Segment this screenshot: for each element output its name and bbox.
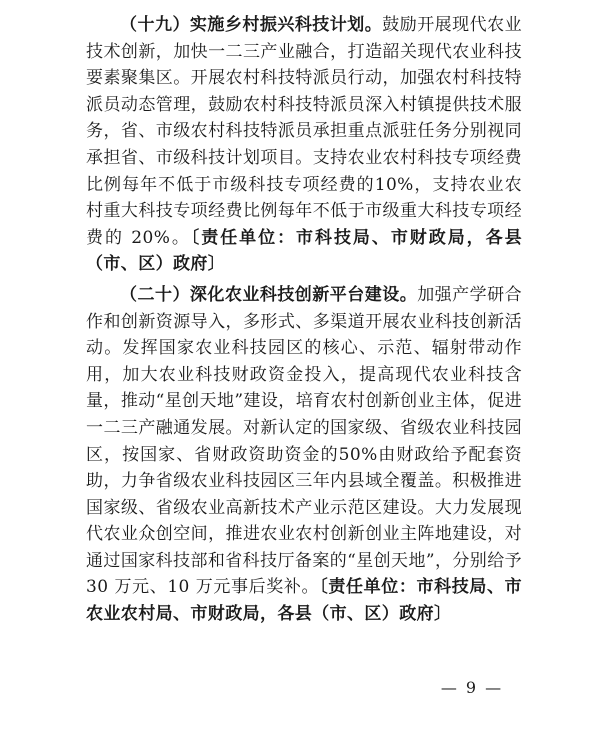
page-number: — 9 — (440, 678, 504, 697)
section-body: 鼓励开展现代农业技术创新，加快一二三产业融合，打造韶关现代农业科技要素聚集区。开展农村科技特派员行动，加强农村科技特派员动态管理，鼓励农村科技特派员深入村镇提供技术服务，省、市级农村科技特派员承担重点派驻任务分别视同承担省、市级科技计划项目。支持农业农村科技专项经费比例每年不低于市级科技专项经费的10%，支持农业农村重大科技专项经费比例每年不低于市级重大科技专项经费的 20%。 (86, 15, 523, 248)
section-heading: （二十）深化农业科技创新平台建设。 (120, 284, 418, 305)
section-heading: （十九）实施乡村振兴科技计划。 (120, 15, 383, 35)
responsibility-note: 〔责任单位：市科技局、市财政局，各县（市、区）政府〕 (86, 227, 522, 275)
section-body: 加强产学研合作和创新资源导入，多形式、多渠道开展农业科技创新活动。发挥国家农业科技园区的核心、示范、辐射带动作用，加大农业科技财政资金投入，提高现代农业科技含量，推动“星创天地”建设，培育农村创新创业主体，促进一二三产融通发展。对新认定的国家级、省级农业科技园区，按国家、省财政资助资金的50%由财政给予配套资助，力争省级农业科技园区三年内县域全覆盖。积极推进国家级、省级农业高新技术产业示范区建设。大力发展现代农业众创空间，推进农业农村创新创业主阵地建设，对通过国家科技部和省科技厅备案的“星创天地”，分别给予 30 万元、10 万元事后奖补。 (86, 284, 522, 598)
responsibility-note: 〔责任单位：市科技局、市农业农村局、市财政局，各县（市、区）政府〕 (86, 577, 522, 625)
section-paragraph (86, 282, 522, 628)
section-paragraph (86, 12, 522, 278)
document-body (86, 12, 522, 632)
